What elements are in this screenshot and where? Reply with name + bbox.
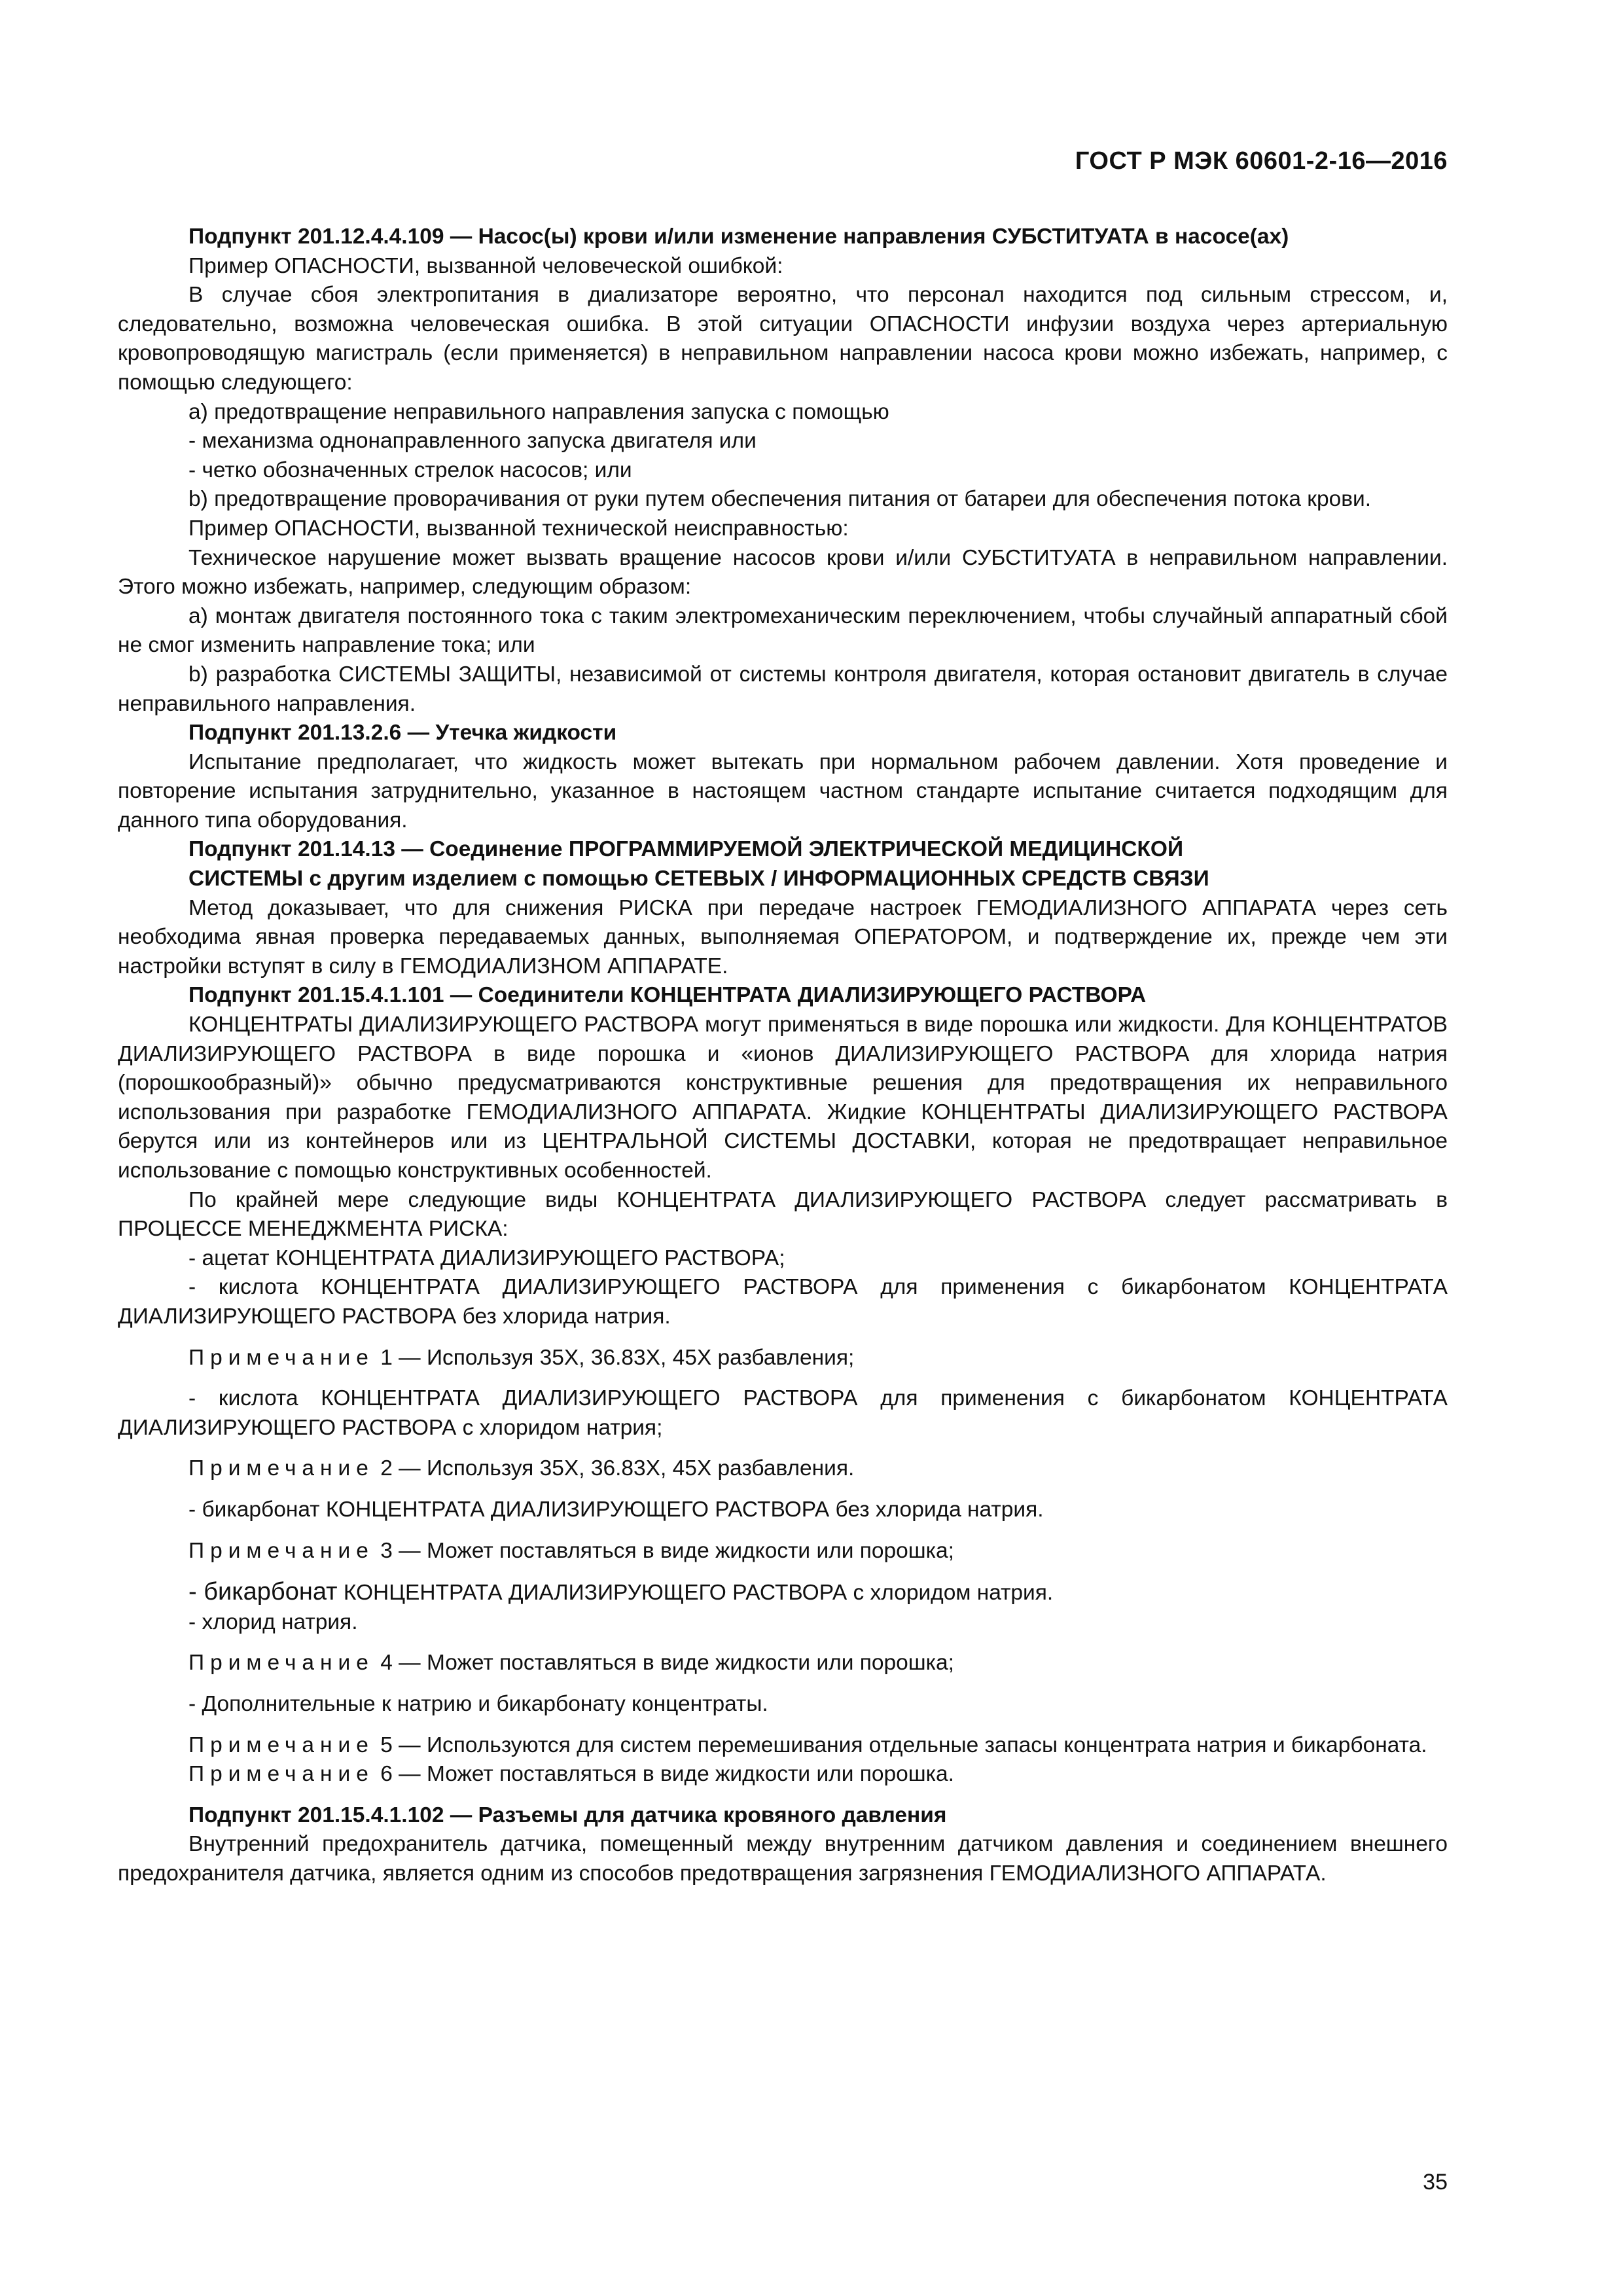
- section-title-line: СИСТЕМЫ с другим изделием с помощью СЕТЕВЫХ / ИНФОРМАЦИОННЫХ СРЕДСТВ СВЯЗИ: [188, 867, 1209, 891]
- list-item: - механизма однонаправленного запуска двигателя или: [188, 429, 757, 454]
- note-text: 4 — Может поставляться в виде жидкости или порошка;: [374, 1651, 954, 1676]
- note-text: 6 — Может поставляться в виде жидкости или порошка.: [374, 1762, 954, 1787]
- note: [118, 1731, 1448, 1761]
- standard-designation: ГОСТ Р МЭК 60601-2-16—2016: [1075, 147, 1448, 175]
- note: [118, 1537, 1448, 1566]
- note-text: 5 — Используются для систем перемешивания отдельные запасы концентрата натрия и бикарбоната.: [374, 1732, 1427, 1757]
- list-item-text: КОНЦЕНТРАТА ДИАЛИЗИРУЮЩЕГО РАСТВОРА с хлоридом натрия.: [337, 1581, 1054, 1605]
- section-title: Подпункт 201.15.4.1.101 — Соединители КОНЦЕНТРАТА ДИАЛИЗИРУЮЩЕГО РАСТВОРА: [188, 983, 1147, 1008]
- paragraph: Пример ОПАСНОСТИ, вызванной человеческой ошибкой:: [188, 253, 783, 278]
- note-text: 2 — Используя 35X, 36.83X, 45X разбавления.: [374, 1456, 855, 1481]
- list-item: b) предотвращение проворачивания от руки путем обеспечения питания от батареи для обеспечения потока крови.: [188, 487, 1372, 512]
- list-item: - ацетат КОНЦЕНТРАТА ДИАЛИЗИРУЮЩЕГО РАСТВОРА;: [188, 1246, 785, 1270]
- paragraph: Техническое нарушение может вызвать вращение насосов крови и/или СУБСТИТУАТА в неправильном направлении. Этого можно избежать, например, следующим образом:: [118, 545, 1448, 600]
- note-text: 1 — Используя 35X, 36.83X, 45X разбавления;: [374, 1345, 855, 1370]
- paragraph: Внутренний предохранитель датчика, помещенный между внутренним датчиком давления и соединением внешнего предохранителя датчика, является одним из способов предотвращения загрязнения ГЕМОДИАЛИЗНОГО АППАРАТА.: [118, 1832, 1448, 1886]
- note: [118, 1760, 1448, 1789]
- section-title: Подпункт 201.13.2.6 — Утечка жидкости: [188, 721, 617, 745]
- paragraph: В случае сбоя электропитания в диализаторе вероятно, что персонал находится под сильным стрессом, и, следовательно, возможна человеческая ошибка. В этой ситуации ОПАСНОСТИ инфузии воздуха через артериальную кровопроводящую магистраль (если применяется) в неправильном направлении насоса крови можно избежать, например, с помощью следующего:: [118, 283, 1448, 395]
- paragraph: Испытание предполагает, что жидкость может вытекать при нормальном рабочем давлении. Хотя проведение и повторение испытания затруднительно, указанное в настоящем частном стандарте испытание считается подходящим для данного типа оборудования.: [118, 749, 1448, 833]
- list-item: a) монтаж двигателя постоянного тока с таким электромеханическим переключением, чтобы случайный аппаратный сбой не смог изменить направление тока; или: [118, 603, 1448, 658]
- note: [118, 1454, 1448, 1484]
- note: [118, 1344, 1448, 1373]
- note-label: Примечание: [188, 1651, 374, 1676]
- list-item: a) предотвращение неправильного направления запуска с помощью: [188, 399, 889, 424]
- section-title: Подпункт 201.15.4.1.102 — Разъемы для датчика кровяного давления: [188, 1803, 947, 1827]
- list-item-lead: - бикарбонат: [188, 1578, 338, 1606]
- paragraph: Метод доказывает, что для снижения РИСКА при передаче настроек ГЕМОДИАЛИЗНОГО АППАРАТА через сеть необходима явная проверка передаваемых данных, выполняемая ОПЕРАТОРОМ, и подтверждение их, прежде чем эти настройки вступят в силу в ГЕМОДИАЛИЗНОМ АППАРАТЕ.: [118, 895, 1448, 978]
- paragraph: Пример ОПАСНОСТИ, вызванной технической неисправностью:: [188, 516, 849, 541]
- list-item: - хлорид натрия.: [188, 1609, 358, 1634]
- list-item: - бикарбонат КОНЦЕНТРАТА ДИАЛИЗИРУЮЩЕГО РАСТВОРА без хлорида натрия.: [188, 1497, 1044, 1522]
- list-item: - кислота КОНЦЕНТРАТА ДИАЛИЗИРУЮЩЕГО РАСТВОРА для применения с бикарбонатом КОНЦЕНТРАТА ДИАЛИЗИРУЮЩЕГО РАСТВОРА без хлорида натрия.: [118, 1275, 1448, 1329]
- note: [118, 1649, 1448, 1678]
- list-item: - Дополнительные к натрию и бикарбонату концентраты.: [188, 1691, 768, 1716]
- paragraph: КОНЦЕНТРАТЫ ДИАЛИЗИРУЮЩЕГО РАСТВОРА могут применяться в виде порошка или жидкости. Для КОНЦЕНТРАТОВ ДИАЛИЗИРУЮЩЕГО РАСТВОРА в виде порошка и «ионов ДИАЛИЗИРУЮЩЕГО РАСТВОРА для хлорида натрия (порошкообразный)» обычно предусматриваются конструктивные решения для предотвращения их неправильного использования при разработке ГЕМОДИАЛИЗНОГО АППАРАТА. Жидкие КОНЦЕНТРАТЫ ДИАЛИЗИРУЮЩЕГО РАСТВОРА берутся или из контейнеров или из ЦЕНТРАЛЬНОЙ СИСТЕМЫ ДОСТАВКИ, которая не предотвращает неправильное использование с помощью конструктивных особенностей.: [118, 1013, 1448, 1183]
- list-item: - четко обозначенных стрелок насосов; или: [188, 457, 632, 482]
- note-label: Примечание: [188, 1538, 374, 1563]
- section-title-line: Подпункт 201.14.13 — Соединение ПРОГРАММИРУЕМОЙ ЭЛЕКТРИЧЕСКОЙ МЕДИЦИНСКОЙ: [188, 837, 1184, 862]
- note-label: Примечание: [188, 1345, 374, 1370]
- list-item: - кислота КОНЦЕНТРАТА ДИАЛИЗИРУЮЩЕГО РАСТВОРА для применения с бикарбонатом КОНЦЕНТРАТА ДИАЛИЗИРУЮЩЕГО РАСТВОРА с хлоридом натрия;: [118, 1386, 1448, 1440]
- section-title: Подпункт 201.12.4.4.109 — Насос(ы) крови и/или изменение направления СУБСТИТУАТА в насосе(ах): [188, 224, 1289, 249]
- paragraph: По крайней мере следующие виды КОНЦЕНТРАТА ДИАЛИЗИРУЮЩЕГО РАСТВОРА следует рассматривать в ПРОЦЕССЕ МЕНЕДЖМЕНТА РИСКА:: [118, 1187, 1448, 1242]
- page-number: 35: [1423, 2170, 1448, 2195]
- list-item: b) разработка СИСТЕМЫ ЗАЩИТЫ, независимой от системы контроля двигателя, которая остановит двигатель в случае неправильного направления.: [118, 662, 1448, 716]
- list-item: [118, 1577, 1448, 1608]
- note-label: Примечание: [188, 1732, 374, 1757]
- section-title: [118, 835, 1448, 893]
- note-text: 3 — Может поставляться в виде жидкости или порошка;: [374, 1538, 954, 1563]
- note-label: Примечание: [188, 1762, 374, 1787]
- note-label: Примечание: [188, 1456, 374, 1481]
- document-body: [118, 223, 1448, 1888]
